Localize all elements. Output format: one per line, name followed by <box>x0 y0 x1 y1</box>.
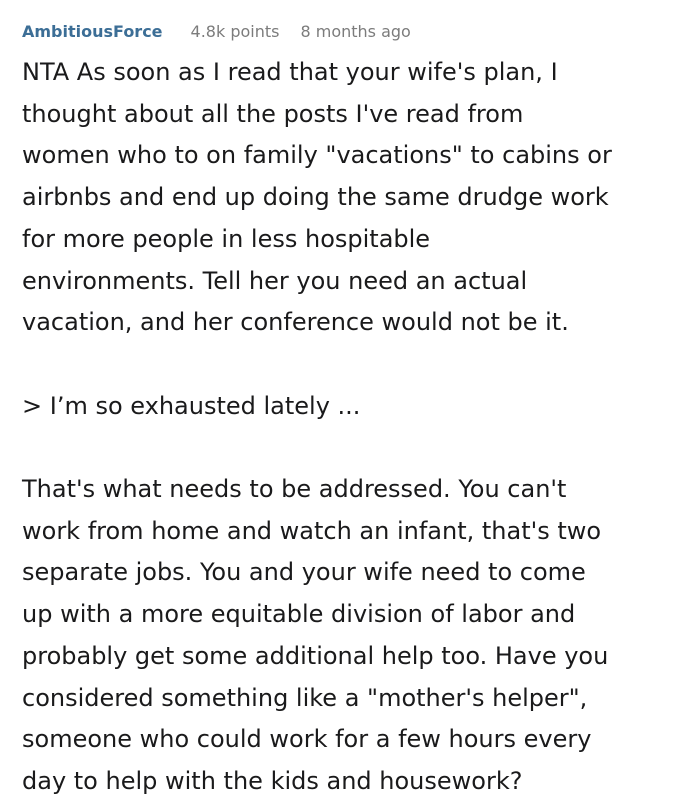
author-link[interactable]: AmbitiousForce <box>22 21 163 41</box>
comment-header <box>22 19 411 43</box>
timestamp: 8 months ago <box>300 21 411 41</box>
comment-quote: > I’m so exhausted lately ... <box>22 391 361 420</box>
comment-paragraph-2: That's what needs to be addressed. You can't work from home and watch an infant, that's two separate jobs. You and your wife need to come up with a more equitable division of labor and probably get some additional help too. Have you considered something like a "mother's helper", someone who could work for a few hours every day to help with the kids and housework? <box>22 475 609 795</box>
comment-body <box>22 52 690 803</box>
comment-paragraph-1: NTA As soon as I read that your wife's plan, I thought about all the posts I've read from women who to on family "vacations" to cabins or airbnbs and end up doing the same drudge work for more people in less hospitable environments. Tell her you need an actual vacation, and her conference would not be it. <box>22 58 612 337</box>
points-count: 4.8k points <box>190 21 280 41</box>
paragraph-gap <box>22 427 690 469</box>
paragraph-gap <box>22 344 690 386</box>
